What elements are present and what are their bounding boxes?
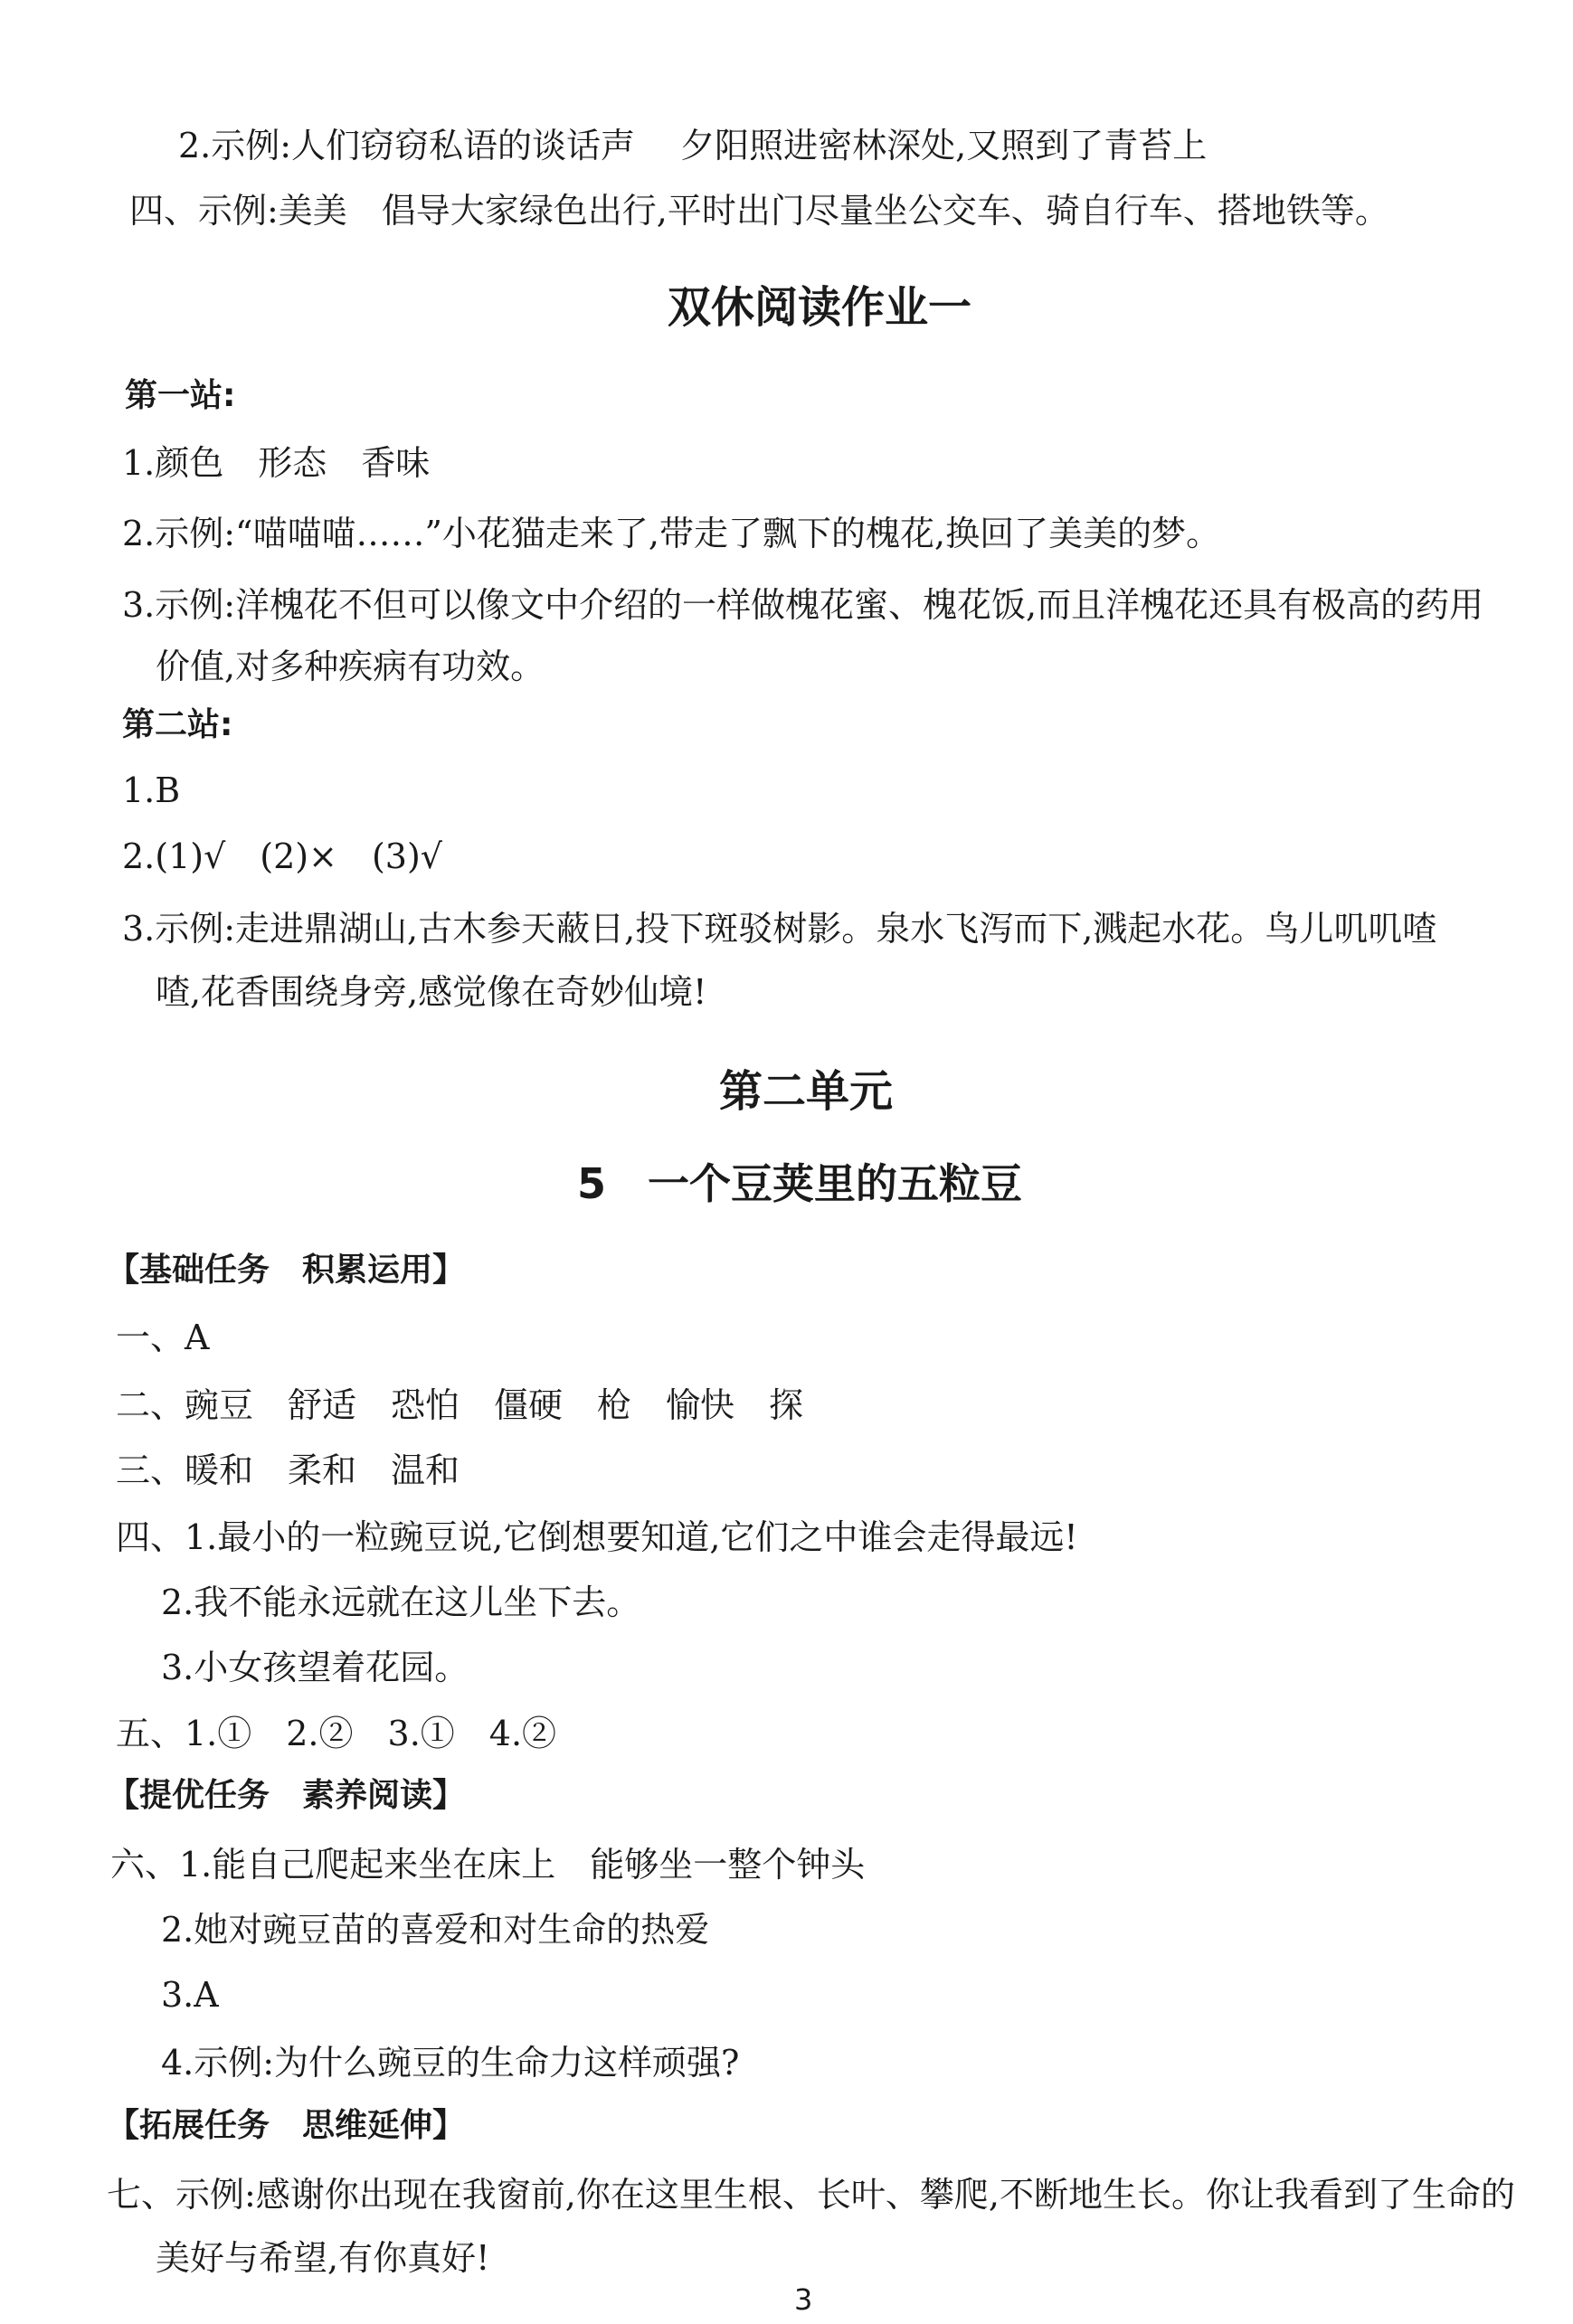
answer-line: 美好与希望,有你真好! xyxy=(156,2238,490,2278)
answer-line: 2.示例:“喵喵喵……”小花猫走来了,带走了飘下的槐花,换回了美美的梦。 xyxy=(122,514,1221,553)
task-section-label: 【基础任务 积累运用】 xyxy=(107,1252,466,1289)
station-label: 第一站: xyxy=(125,377,236,414)
answer-line: 四、1.最小的一粒豌豆说,它倒想要知道,它们之中谁会走得最远! xyxy=(116,1517,1078,1557)
answer-line: 2.她对豌豆苗的喜爱和对生命的热爱 xyxy=(161,1910,710,1950)
answer-line: 3.示例:洋槐花不但可以像文中介绍的一样做槐花蜜、槐花饭,而且洋槐花还具有极高的药用 xyxy=(122,585,1484,625)
answer-line: 三、暖和 柔和 温和 xyxy=(116,1450,460,1490)
station-label: 第二站: xyxy=(122,706,233,743)
page-number: 3 xyxy=(794,2282,813,2317)
task-section-label: 【拓展任务 思维延伸】 xyxy=(107,2107,466,2144)
answer-line: 3.示例:走进鼎湖山,古木参天蔽日,投下斑驳树影。泉水飞泻而下,溅起水花。鸟儿叽叽喳 xyxy=(122,909,1437,949)
answer-line: 2.示例:人们窃窃私语的谈话声 夕阳照进密林深处,又照到了青苔上 xyxy=(178,126,1208,165)
answer-line: 4.示例:为什么豌豆的生命力这样顽强? xyxy=(161,2043,740,2083)
answer-line: 价值,对多种疾病有功效。 xyxy=(156,647,545,686)
answer-line: 3.小女孩望着花园。 xyxy=(161,1648,469,1687)
answer-line: 四、示例:美美 倡导大家绿色出行,平时出门尽量坐公交车、骑自行车、搭地铁等。 xyxy=(129,191,1389,231)
unit-heading: 第二单元 xyxy=(719,1066,894,1117)
answer-line: 1.颜色 形态 香味 xyxy=(122,443,431,483)
answer-line: 五、1.① 2.② 3.① 4.② xyxy=(116,1714,557,1753)
answer-line: 一、A xyxy=(116,1318,210,1357)
lesson-title: 5 一个豆荚里的五粒豆 xyxy=(577,1159,1023,1208)
answer-line: 3.A xyxy=(161,1975,219,2015)
answer-line: 2.(1)√ (2)× (3)√ xyxy=(122,836,443,876)
answer-line: 喳,花香围绕身旁,感觉像在奇妙仙境! xyxy=(156,972,707,1012)
answer-line: 1.B xyxy=(122,770,181,810)
answer-line: 二、豌豆 舒适 恐怕 僵硬 枪 愉快 探 xyxy=(116,1385,804,1425)
section-heading: 双休阅读作业一 xyxy=(668,282,972,333)
answer-line: 2.我不能永远就在这儿坐下去。 xyxy=(161,1582,641,1622)
answer-line: 六、1.能自己爬起来坐在床上 能够坐一整个钟头 xyxy=(110,1845,866,1885)
task-section-label: 【提优任务 素养阅读】 xyxy=(107,1777,466,1814)
answer-line: 七、示例:感谢你出现在我窗前,你在这里生根、长叶、攀爬,不断地生长。你让我看到了生命的 xyxy=(107,2175,1515,2215)
